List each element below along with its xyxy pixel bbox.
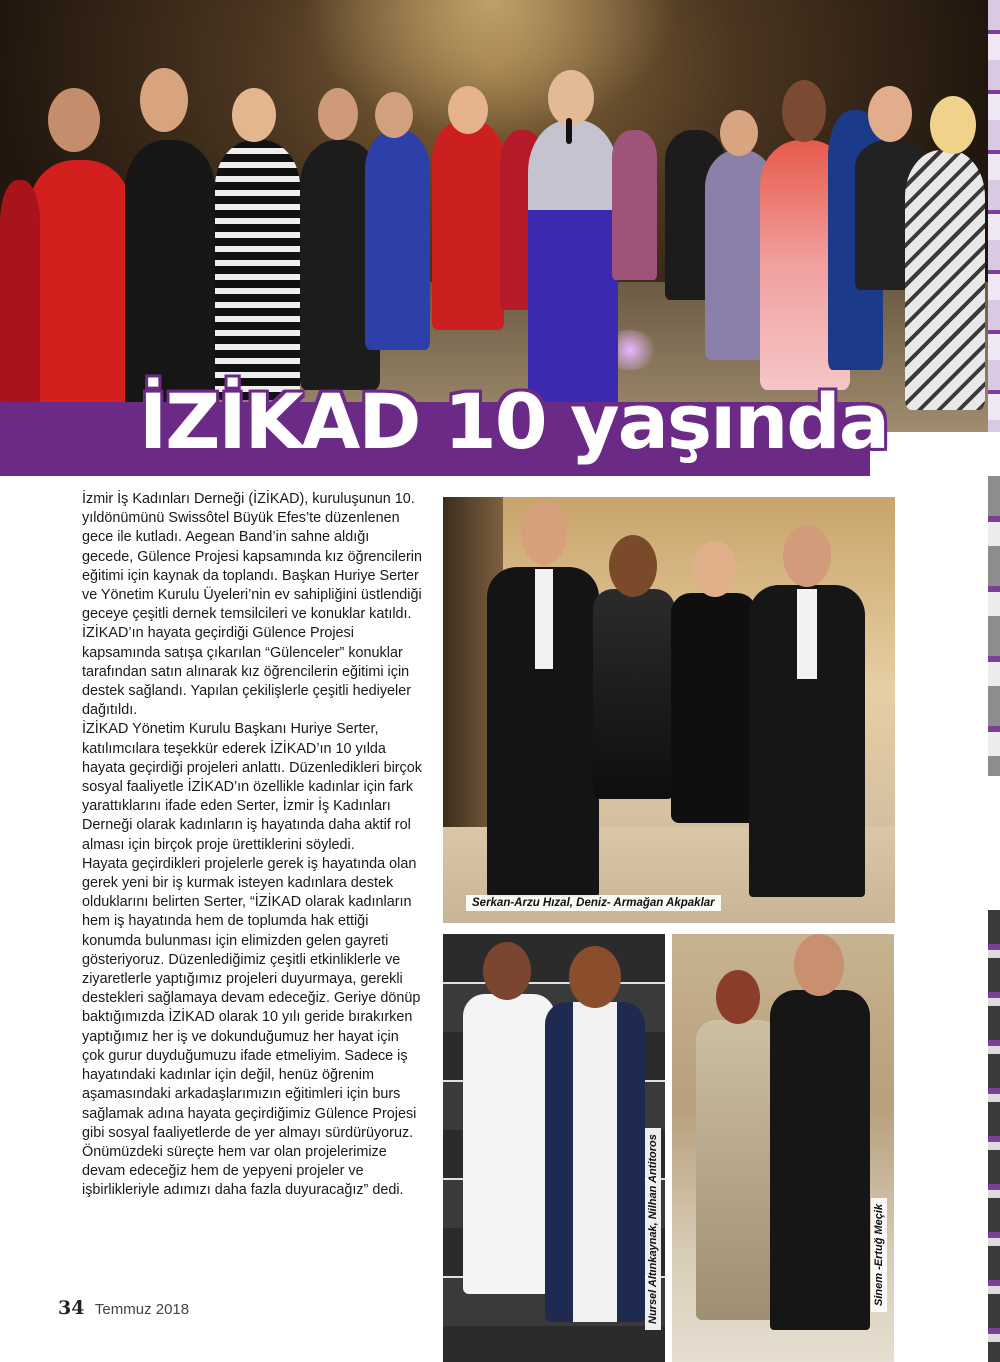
photo-pair-one [443, 934, 665, 1362]
article-body [82, 490, 422, 1201]
guest-head [48, 88, 100, 152]
woman-navy-jacket [545, 1002, 645, 1322]
guest-head [720, 110, 758, 156]
host-singer-purple-gown [528, 120, 618, 410]
caption-pair-two: Sinem -Ertuğ Meçik [871, 1198, 887, 1312]
guest-head [140, 68, 188, 132]
guest-head [868, 86, 912, 142]
head [483, 942, 531, 1000]
photo-group-of-four [443, 497, 895, 923]
adjacent-page-edge [988, 0, 1000, 432]
shirt [535, 569, 553, 669]
guest-patterned-dress [905, 150, 985, 410]
adjacent-page-edge [988, 476, 1000, 776]
host-head [548, 70, 594, 126]
woman-sequin-dress [593, 589, 675, 799]
adjacent-page-edge [988, 910, 1000, 1362]
article-paragraph: İZİKAD Yönetim Kurulu Başkanı Huriye Serter, katılımcılara teşekkür ederek İZİKAD’ın 10 yılda hayata geçirdiği projeleri anlattı. Düzenledikleri birçok sosyal faaliyetle İZİKAD’ın özellikle kadınlar için fark yarattıklarını ifade eden Serter, İzmir İş Kadınları Derneği olarak kadınların iş hayatında daha aktif rol alması için birçok proje ürettiklerini söyledi. [82, 721, 422, 853]
guest-floral-dress [612, 130, 657, 280]
guest-head [930, 96, 976, 154]
issue-date: Temmuz 2018 [94, 1301, 190, 1318]
woman-black-dress [671, 593, 757, 823]
page-title: İZİKAD 10 yaşında [138, 377, 888, 466]
microphone-icon [566, 118, 572, 144]
head [521, 501, 567, 565]
guest-blue-gown [365, 130, 430, 350]
head [716, 970, 760, 1024]
page-number: 34 [58, 1297, 85, 1319]
guest-head [318, 88, 358, 140]
shirt [797, 589, 817, 679]
guest-head [782, 80, 826, 142]
guest-head [375, 92, 413, 138]
guest-striped-top [215, 140, 300, 400]
head [783, 525, 831, 587]
photo-pair-two [672, 934, 894, 1362]
head [693, 541, 737, 597]
guest-red-suit [432, 120, 504, 330]
head [794, 934, 844, 996]
guest-head [232, 88, 276, 142]
hero-photo [0, 0, 988, 432]
man-dark-suit [770, 990, 870, 1330]
guest-red-dress [30, 160, 130, 410]
guest-head [448, 86, 488, 134]
caption-group-of-four: Serkan-Arzu Hızal, Deniz- Armağan Akpaklar [466, 895, 721, 911]
folio [58, 1297, 189, 1319]
woman-white-dress [463, 994, 555, 1294]
caption-pair-one: Nursel Altınkaynak, Nilhan Antitoros [645, 1128, 661, 1330]
head [609, 535, 657, 597]
woman-satin-gown [696, 1020, 780, 1320]
article-paragraph: İzmir İş Kadınları Derneği (İZİKAD), kuruluşunun 10. yıldönümünü Swissôtel Büyük Efes’te düzenlenen gece ile kutladı. Aegean Band’in sahne aldığı gecede, Gülence Projesi kapsamında kız öğrencilerin eğitimi için kaynak da toplandı. Başkan Huriye Serter ve Yönetim Kurulu Üyeleri’nin ev sahipliğini üstlendiği geceye çeşitli dernek temsilcileri ve konuklar katıldı. İZİKAD’ın hayata geçirdiği Gülence Projesi kapsamında satışa çıkarılan “Gülenceler” konuklar tarafından satın alınarak kız öğrencilerin eğitimi için destek sağlandı. Yapılan çekilişlerle çeşitli hediyeler dağıtıldı. [82, 491, 422, 719]
guest-red-left [0, 180, 40, 410]
head [569, 946, 621, 1008]
article-paragraph: Hayata geçirdikleri projelerle gerek iş hayatında olan gerek yeni bir iş kurmak isteyen kadınlara destek olduklarını belirten Serter, “İZİKAD olarak kadınların hem iş hayatında hem de toplumda hak ettiği konumda bulunması için elimizden gelen gayreti gösteriyoruz. Düzenlediğimiz çeşitli etkinliklerle ve ziyaretlerle yaptığımız projeleri duyurmaya, gerekli destekleri sağlamaya devam edeceğiz. Geriye dönüp baktığımızda İZİKAD olarak 10 yılı geride bırakırken yaptığımız her iş ve dokunduğumuz her hayat için çok gurur duyduğumuzu ifade etmeliyim. Sadece iş hayatındaki kadınlar için değil, henüz öğrenim aşamasındaki arkadaşlarımızın eğitimleri için burs sağlamak adına hayata geçirdiğimiz Gülence Projesi gibi sosyal faaliyetlerde de yer almayı sürdürüyoruz. Önümüzdeki süreçte hem var olan projelerimize devam edeceğiz hem de yepyeni projeler ve işbirlikleriyle adımızı daha fazla duyuracağız” dedi. [82, 855, 421, 1199]
guest-black-dress [125, 140, 215, 410]
